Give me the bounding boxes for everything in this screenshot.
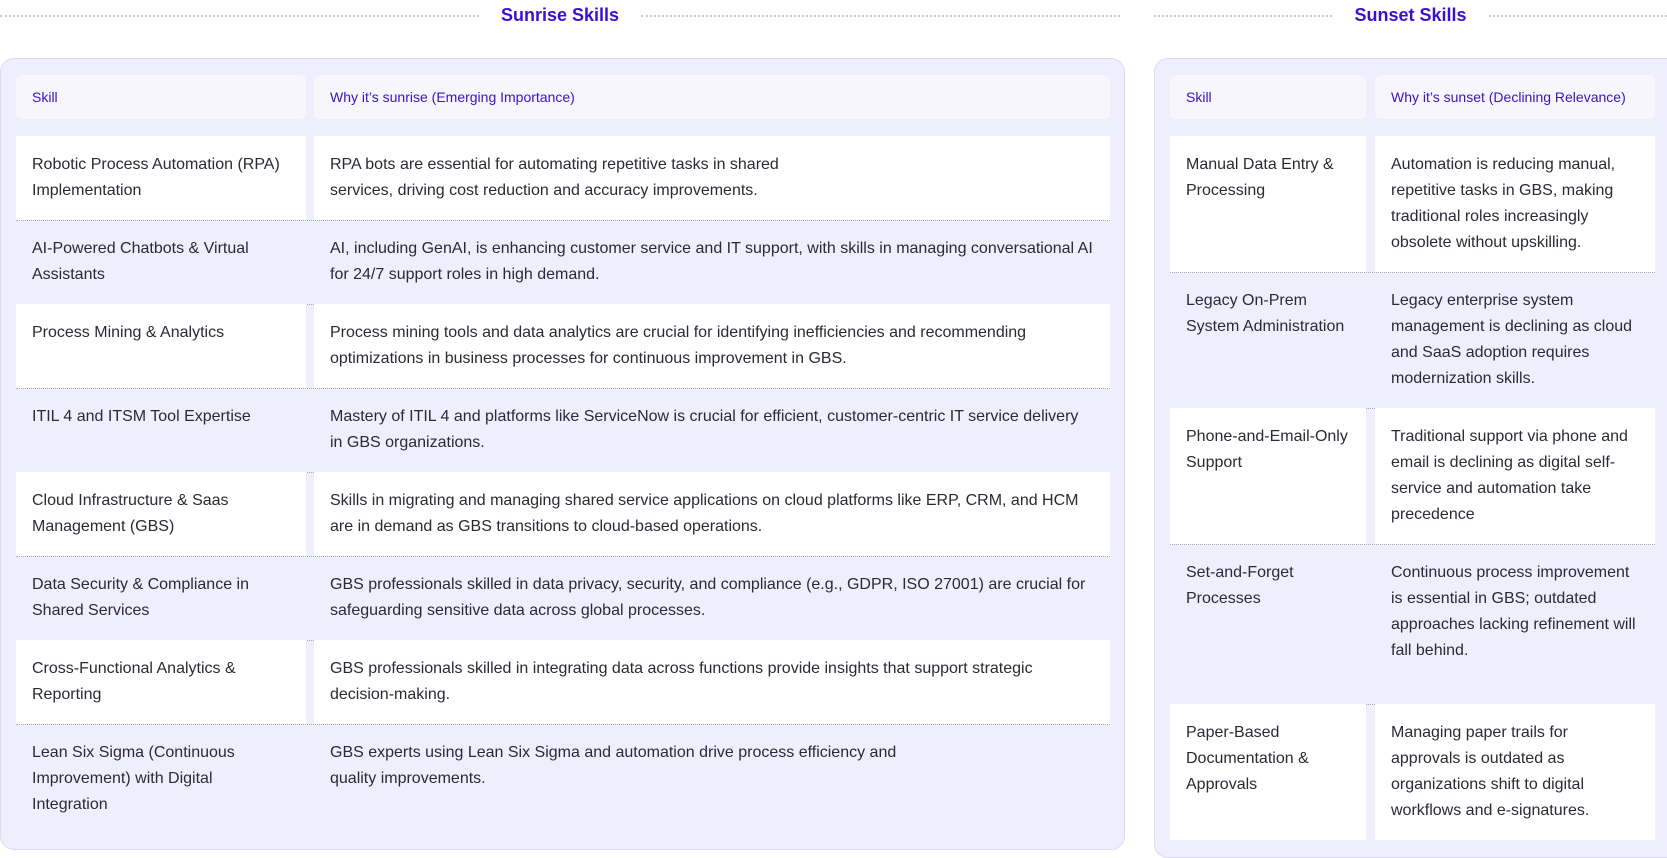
sunrise-row-5-skill: Cloud Infrastructure & Saas Management (GBS) xyxy=(16,472,306,556)
sunrise-title: Sunrise Skills xyxy=(500,4,620,25)
sunset-header-skill: Skill xyxy=(1170,75,1366,119)
sunrise-header-skill: Skill xyxy=(16,75,306,119)
sunset-header-why: Why it’s sunset (Declining Relevance) xyxy=(1375,75,1655,119)
sunrise-row-4-why: Mastery of ITIL 4 and platforms like ServiceNow is crucial for efficient, customer-centric IT service delivery in GBS organizations. xyxy=(330,408,1079,451)
title-divider-left xyxy=(0,15,479,17)
sunrise-row-6-skill: Data Security & Compliance in Shared Services xyxy=(32,576,249,619)
sunrise-row-7-why: GBS professionals skilled in integrating data across functions provide insights that support strategic decision-making. xyxy=(314,640,1110,724)
sunset-row-1-why: Automation is reducing manual, repetitive tasks in GBS, making traditional roles increasingly obsolete without upskilling. xyxy=(1375,136,1655,272)
sunrise-table xyxy=(0,58,1125,850)
sunrise-row-1-why: RPA bots are essential for automating repetitive tasks in shared services, driving cost reduction and accuracy improvements. xyxy=(314,136,1110,220)
sunset-row-5-skill: Paper-Based Documentation & Approvals xyxy=(1170,704,1366,840)
sunrise-row-2-skill: AI-Powered Chatbots & Virtual Assistants xyxy=(32,240,249,283)
sunrise-row-8-skill: Lean Six Sigma (Continuous Improvement) with Digital Integration xyxy=(32,744,235,813)
sunset-row-1-skill: Manual Data Entry & Processing xyxy=(1170,136,1366,272)
title-divider-right xyxy=(641,15,1120,17)
sunset-row-4-why: Continuous process improvement is essential in GBS; outdated approaches lacking refinement will fall behind. xyxy=(1391,564,1636,659)
sunrise-row-6-why: GBS professionals skilled in data privacy, security, and compliance (e.g., GDPR, ISO 27001) are crucial for safeguarding sensitive data across global processes. xyxy=(330,576,1086,619)
sunrise-row-2-why: AI, including GenAI, is enhancing customer service and IT support, with skills in managing conversational AI for 24/7 support roles in high demand. xyxy=(330,240,1093,283)
title-divider-left xyxy=(1154,15,1332,17)
sunrise-row-3-skill: Process Mining & Analytics xyxy=(16,304,306,388)
sunset-row-5-why: Managing paper trails for approvals is outdated as organizations shift to digital workflows and e-signatures. xyxy=(1375,704,1655,840)
sunset-title-row xyxy=(1154,0,1667,30)
sunrise-row-8-why: GBS experts using Lean Six Sigma and automation drive process efficiency and quality improvements. xyxy=(330,744,897,787)
sunrise-row-5-why: Skills in migrating and managing shared service applications on cloud platforms like ERP, CRM, and HCM are in demand as GBS transitions to cloud-based operations. xyxy=(314,472,1110,556)
sunset-row-3-why: Traditional support via phone and email is declining as digital self-service and automation take precedence xyxy=(1375,408,1655,544)
sunrise-row-4-skill: ITIL 4 and ITSM Tool Expertise xyxy=(32,408,251,425)
sunset-row-4-skill: Set-and-Forget Processes xyxy=(1186,564,1294,607)
sunset-row-2-why: Legacy enterprise system management is declining as cloud and SaaS adoption requires modernization skills. xyxy=(1391,292,1633,387)
sunrise-title-row xyxy=(0,0,1120,30)
sunrise-row-3-why: Process mining tools and data analytics are crucial for identifying inefficiencies and recommending optimizations in business processes for continuous improvement in GBS. xyxy=(314,304,1110,388)
sunrise-header-why: Why it’s sunrise (Emerging Importance) xyxy=(314,75,1110,119)
sunset-row-3-skill: Phone-and-Email-Only Support xyxy=(1170,408,1366,544)
sunset-row-2-skill: Legacy On-Prem System Administration xyxy=(1186,292,1345,335)
title-divider-right xyxy=(1489,15,1667,17)
sunrise-row-7-skill: Cross-Functional Analytics & Reporting xyxy=(16,640,306,724)
sunrise-row-1-skill: Robotic Process Automation (RPA) Implementation xyxy=(16,136,306,220)
sunset-title: Sunset Skills xyxy=(1354,4,1467,25)
sunset-table xyxy=(1154,58,1667,858)
